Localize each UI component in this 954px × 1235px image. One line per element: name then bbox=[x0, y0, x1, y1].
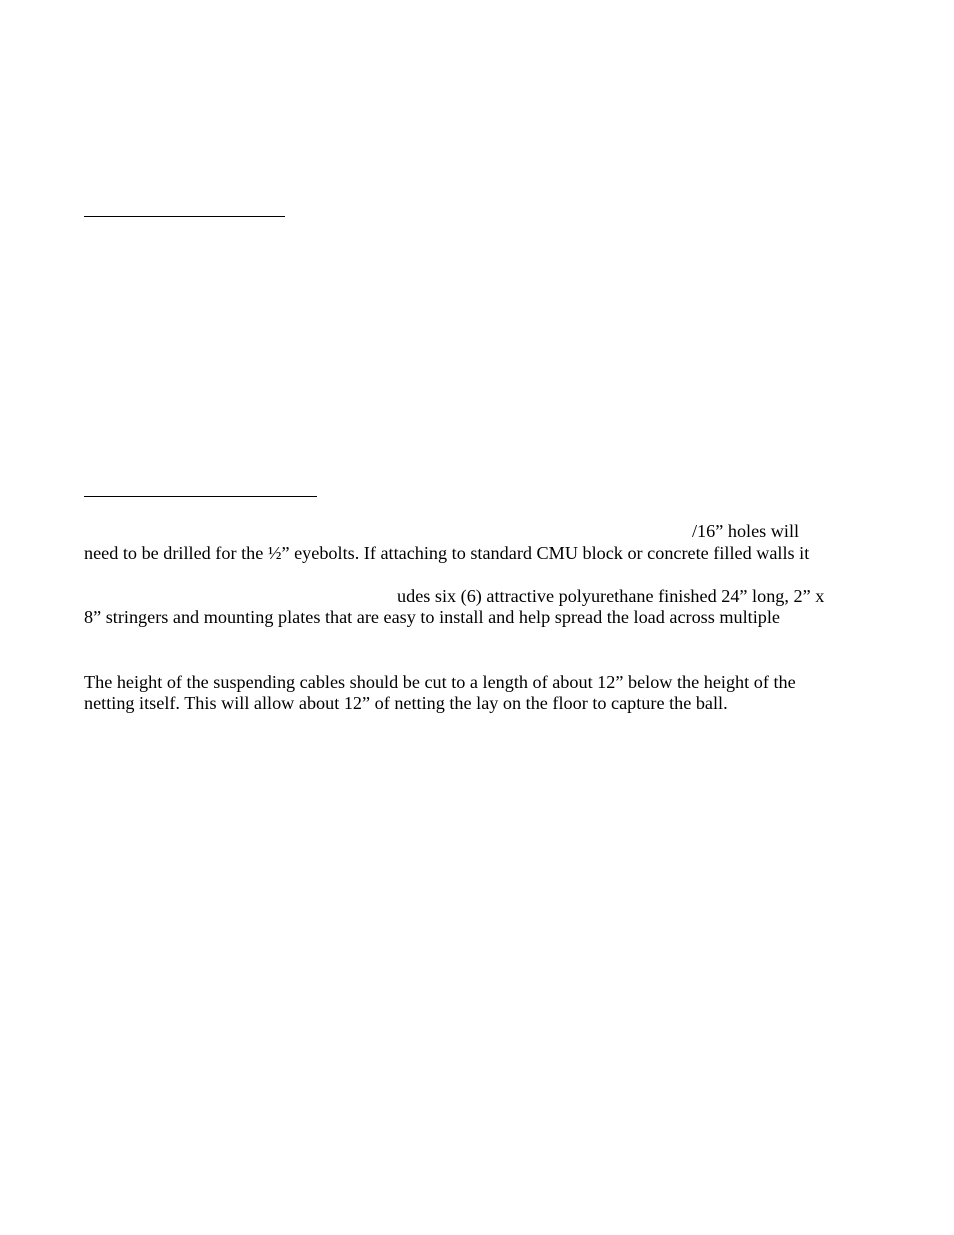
section-heading-underline bbox=[84, 496, 317, 497]
paragraph-line: udes six (6) attractive polyurethane finished 24” long, 2” x bbox=[397, 586, 825, 606]
paragraph-line: netting itself. This will allow about 12” of netting the lay on the floor to capture the ball. bbox=[84, 693, 728, 713]
section-heading-underline bbox=[84, 216, 285, 217]
paragraph-line: 8” stringers and mounting plates that are easy to install and help spread the load across multiple bbox=[84, 607, 780, 627]
paragraph-line: The height of the suspending cables should be cut to a length of about 12” below the height of the bbox=[84, 672, 796, 692]
paragraph-line: /16” holes will bbox=[692, 521, 800, 541]
paragraph-line: need to be drilled for the ½” eyebolts. If attaching to standard CMU block or concrete filled walls it bbox=[84, 543, 810, 563]
